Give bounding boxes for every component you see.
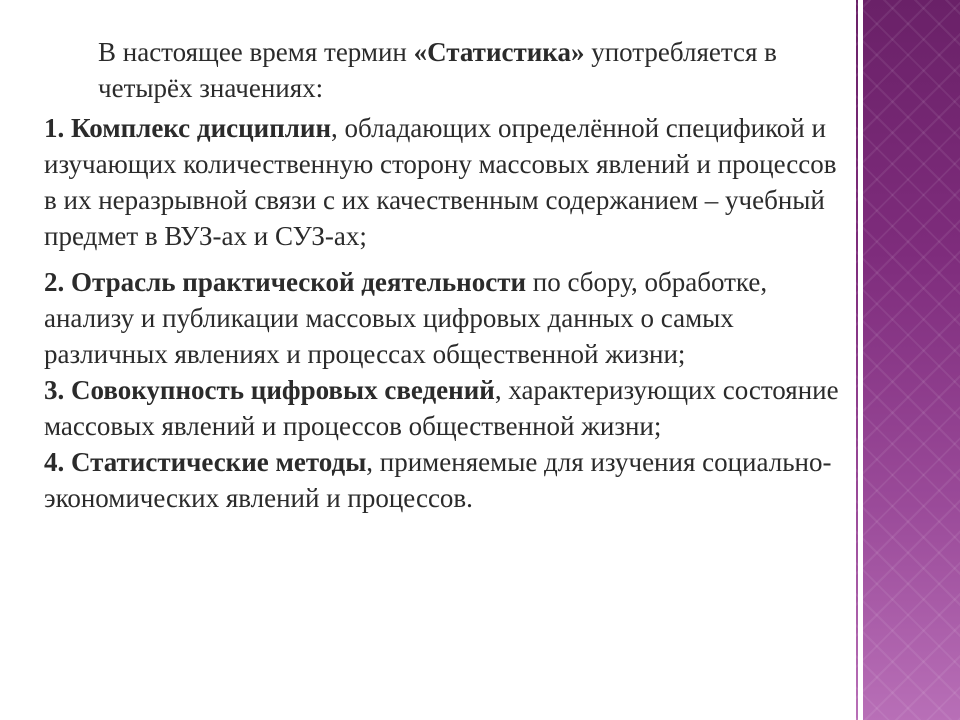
intro-prefix: В настоящее время термин — [98, 37, 414, 67]
item-term: Статистические методы — [71, 447, 367, 477]
slide-content — [44, 34, 844, 516]
item-term: . Отрасль практической деятельности — [57, 267, 527, 297]
item-number: 3 — [44, 375, 58, 405]
item-text: , характеризующих состояние массовых явлений и процессов общественной жизни; — [44, 375, 839, 441]
item-text: , обладающих определённой спецификой и изучающих количественную сторону массовых явлений и процессов в их неразрывной связи с их качественным содержанием – учебный предмет в ВУЗ-ах и СУЗ-ах; — [44, 113, 837, 251]
intro-suffix: употребляется в четырёх значениях: — [98, 37, 777, 103]
item-text: , применяемые для изучения социально-экономических явлений и процессов. — [44, 447, 832, 513]
definition-item-1 — [44, 110, 844, 254]
item-text: по сбору, обработке, анализу и публикации массовых цифровых данных о самых различных явлениях и процессах общественной жизни; — [44, 267, 768, 369]
item-number: 2 — [44, 267, 58, 297]
definition-item-2 — [44, 264, 844, 372]
item-term: . Совокупность цифровых сведений — [57, 375, 495, 405]
item-number: 1. — [44, 113, 71, 143]
definition-item-4 — [44, 444, 844, 516]
intro-term: «Статистика» — [413, 37, 585, 67]
item-number: 4. — [44, 447, 71, 477]
decorative-side-panel — [856, 0, 960, 720]
side-panel-divider — [858, 0, 863, 720]
item-term: Комплекс дисциплин — [71, 113, 332, 143]
definition-item-3 — [44, 372, 844, 444]
intro-paragraph — [98, 34, 844, 106]
